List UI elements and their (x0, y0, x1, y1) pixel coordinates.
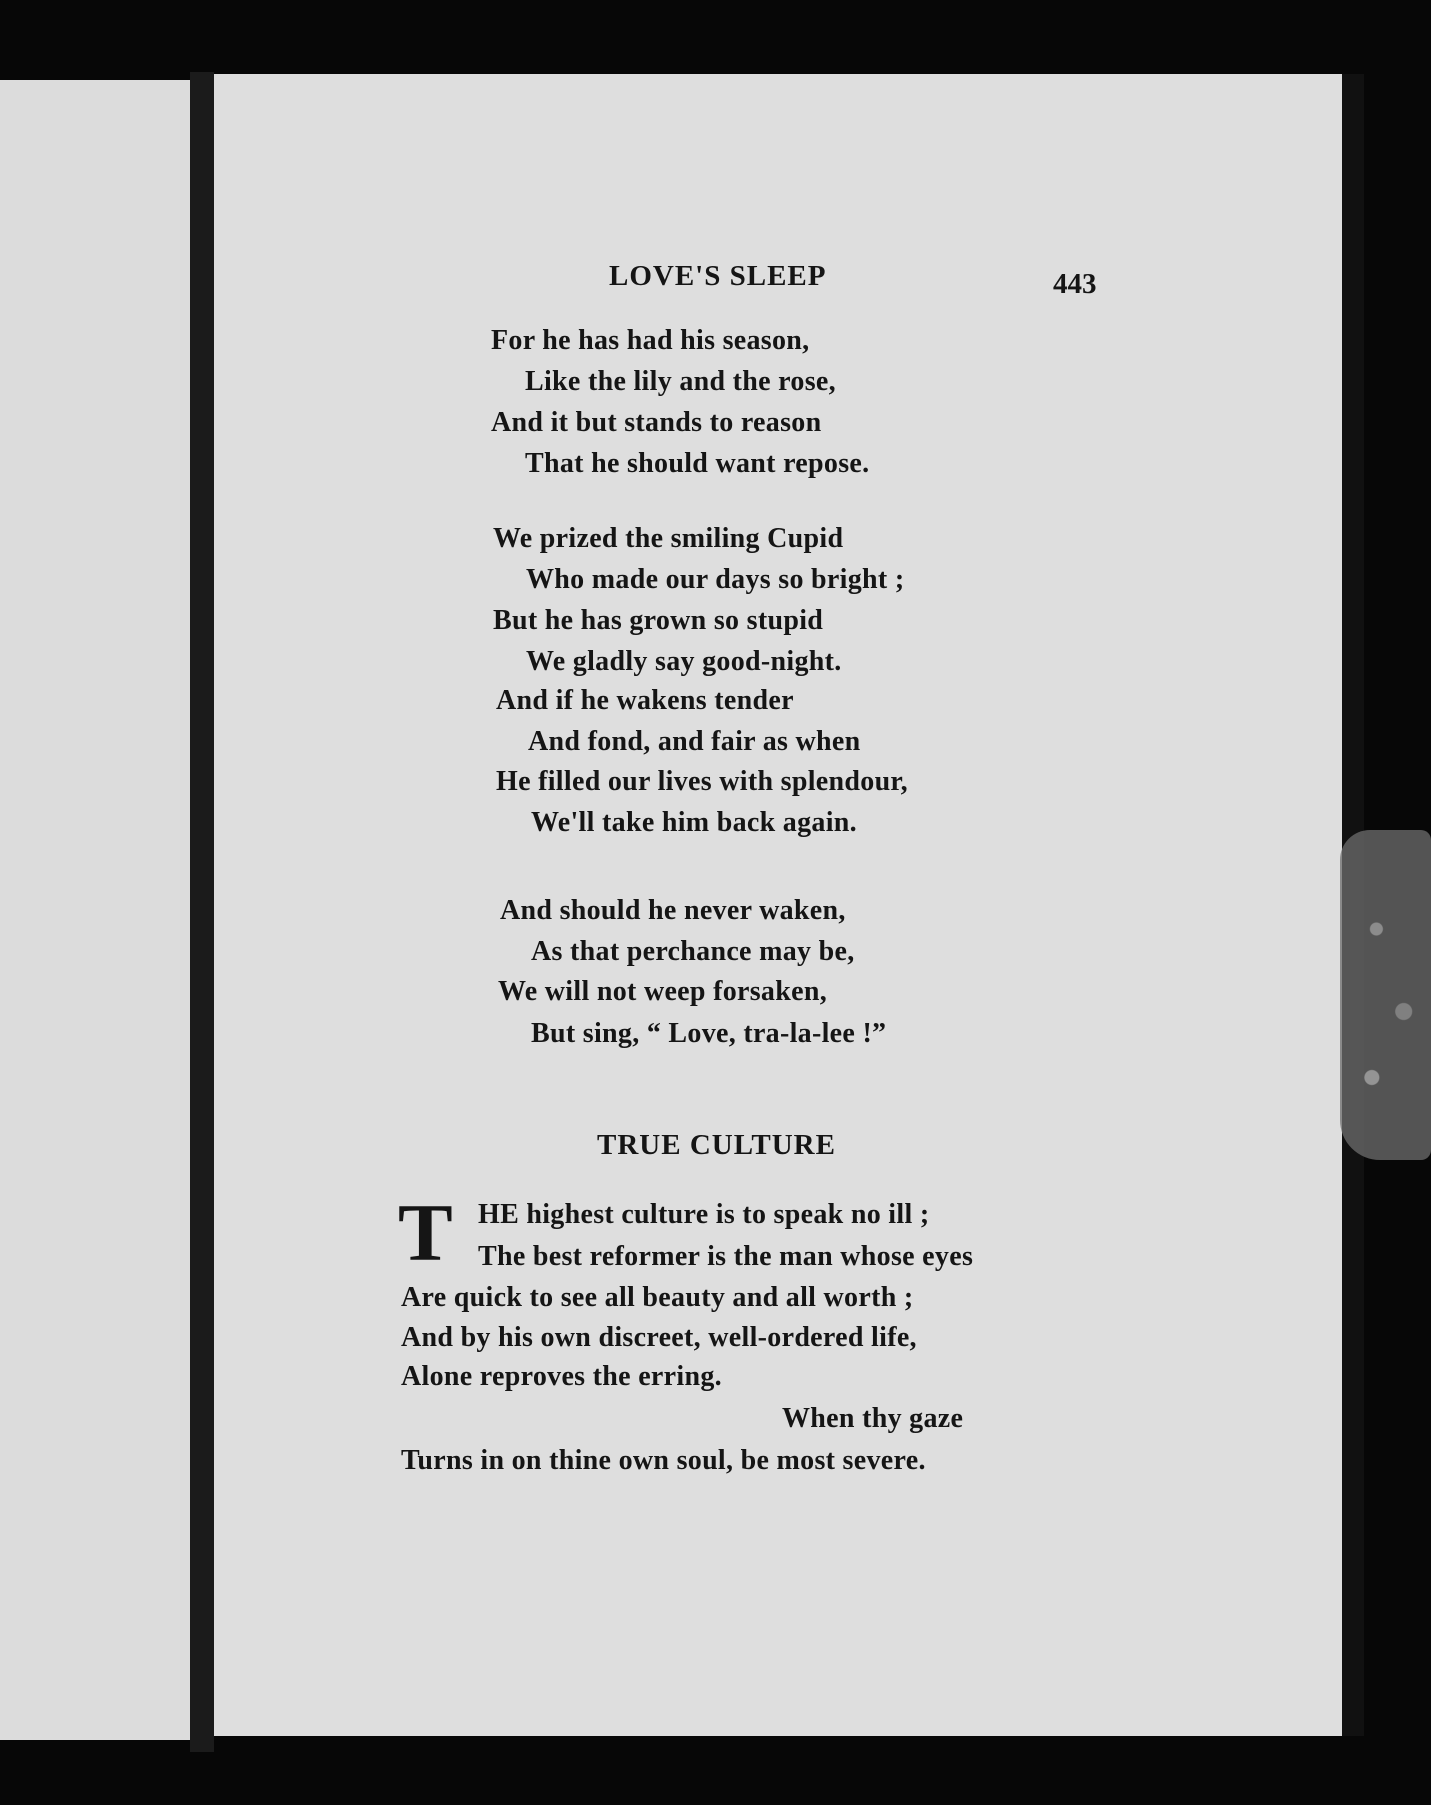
drop-cap: T (398, 1187, 453, 1278)
poem-line: We prized the smiling Cupid (493, 523, 844, 554)
poem-line: As that perchance may be, (531, 936, 855, 967)
poem-line: Like the lily and the rose, (525, 366, 836, 397)
poem-line: And if he wakens tender (496, 685, 794, 716)
facing-page-edge (0, 80, 190, 1740)
poem-line: Who made our days so bright ; (526, 564, 905, 595)
poem-title: TRUE CULTURE (597, 1129, 836, 1161)
poem-line: And it but stands to reason (491, 407, 822, 438)
poem-line: The best reformer is the man whose eyes (478, 1241, 974, 1272)
book-gutter (190, 72, 214, 1752)
poem-line: And fond, and fair as when (528, 726, 861, 757)
poem-line: Are quick to see all beauty and all worth ; (401, 1282, 914, 1313)
poem-line: We will not weep forsaken, (498, 976, 828, 1007)
poem-line: Turns in on thine own soul, be most severe. (401, 1445, 926, 1476)
poem-line: We'll take him back again. (531, 807, 857, 838)
poem-line: That he should want repose. (525, 448, 870, 479)
poem-line: And should he never waken, (500, 895, 846, 926)
poem-line: HE highest culture is to speak no ill ; (478, 1199, 930, 1230)
poem-line: Alone reproves the erring. (401, 1361, 722, 1392)
poem-line: When thy gaze (782, 1403, 964, 1434)
running-title: LOVE'S SLEEP (609, 260, 827, 292)
poem-line: But he has grown so stupid (493, 605, 824, 636)
poem-line: He filled our lives with splendour, (496, 766, 908, 797)
page-number: 443 (1053, 268, 1097, 300)
lace-fragment (1340, 830, 1431, 1160)
poem-line: For he has had his season, (491, 325, 810, 356)
poem-line: We gladly say good-night. (526, 646, 842, 677)
poem-line: And by his own discreet, well-ordered life, (401, 1322, 917, 1353)
poem-line: But sing, “ Love, tra-la-lee !” (531, 1018, 887, 1049)
